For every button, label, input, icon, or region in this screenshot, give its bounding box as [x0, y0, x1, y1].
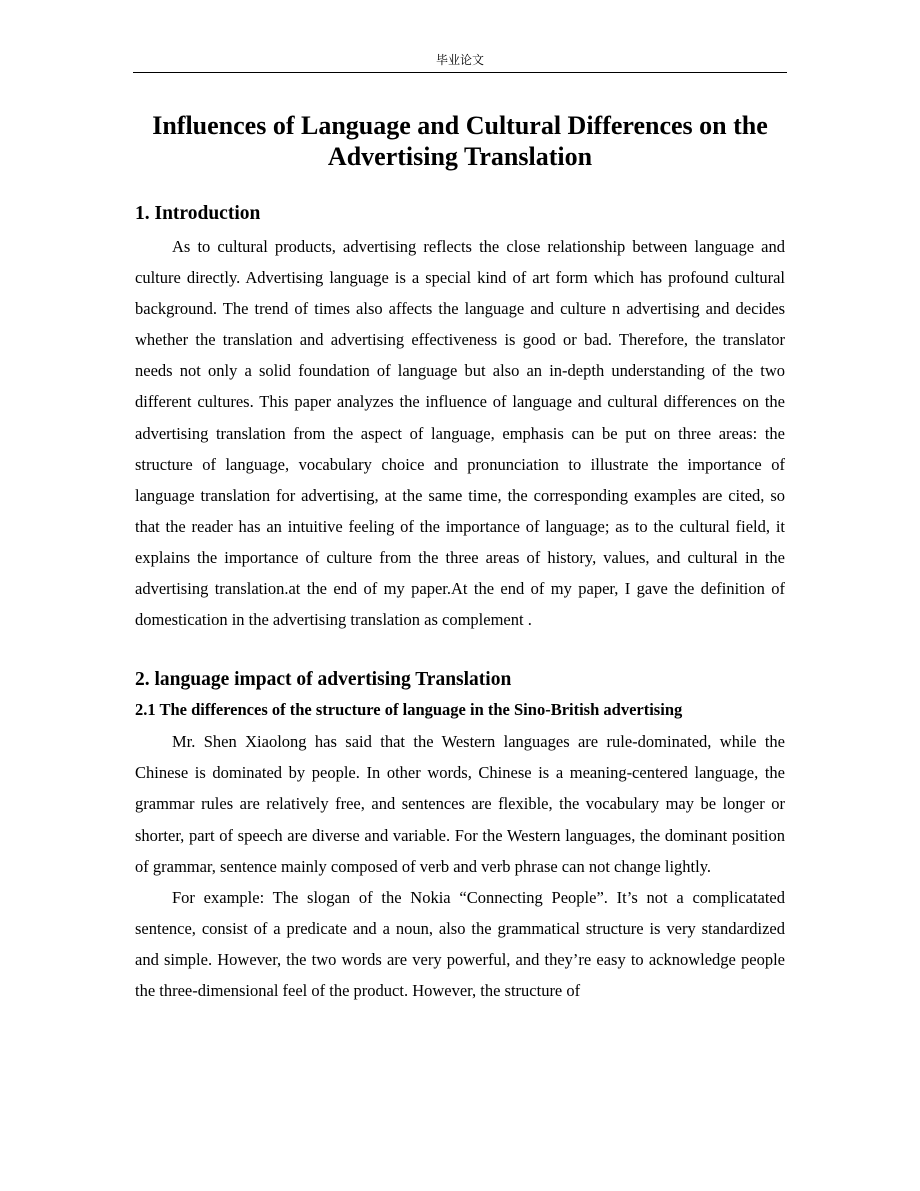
subsection-heading-structure: 2.1 The differences of the structure of language in the Sino-British advertising: [135, 700, 683, 720]
document-title: [133, 110, 787, 172]
header-divider: [133, 72, 787, 73]
structure-paragraph-1: Mr. Shen Xiaolong has said that the Western languages are rule-dominated, while the Chinese is dominated by people. In other words, Chinese is a meaning-centered language, the grammar rules are relatively free, and sentences are flexible, the vocabulary may be longer or shorter, part of speech are diverse and variable. For the Western languages, the dominant position of grammar, sentence mainly composed of verb and verb phrase can not change lightly.: [135, 732, 785, 876]
introduction-paragraph: As to cultural products, advertising reflects the close relationship between language and culture directly. Advertising language is a special kind of art form which has profound cultural background. The trend of times also affects the language and culture n advertising and decides whether the translation and advertising effectiveness is good or bad. Therefore, the translator needs not only a solid foundation of language but also an in-depth understanding of the two different cultures. This paper analyzes the influence of language and cultural differences on the advertising translation from the aspect of language, emphasis can be put on three areas: the structure of language, vocabulary choice and pronunciation to illustrate the importance of language translation for advertising, at the same time, the corresponding examples are cited, so that the reader has an intuitive feeling of the importance of language; as to the cultural field, it explains the importance of culture from the three areas of history, values, and cultural in the advertising translation.at the end of my paper.At the end of my paper, I gave the definition of domestication in the advertising translation as complement .: [135, 237, 785, 630]
title-line-1: Influences of Language and Cultural Differences on the: [152, 111, 768, 140]
page-header: 毕业论文: [435, 53, 484, 67]
section-heading-language-impact: 2. language impact of advertising Translation: [135, 669, 512, 691]
structure-paragraph-2: For example: The slogan of the Nokia “Connecting People”. It’s not a complicatated sentence, consist of a predicate and a noun, also the grammatical structure is very standardized and simple. However, the two words are very powerful, and they’re easy to acknowledge people the three-dimensional feel of the product. However, the structure of: [135, 887, 785, 1000]
document-body: [135, 200, 785, 1006]
title-line-2: Advertising Translation: [327, 142, 593, 171]
section-heading-introduction: 1. Introduction: [135, 203, 261, 224]
